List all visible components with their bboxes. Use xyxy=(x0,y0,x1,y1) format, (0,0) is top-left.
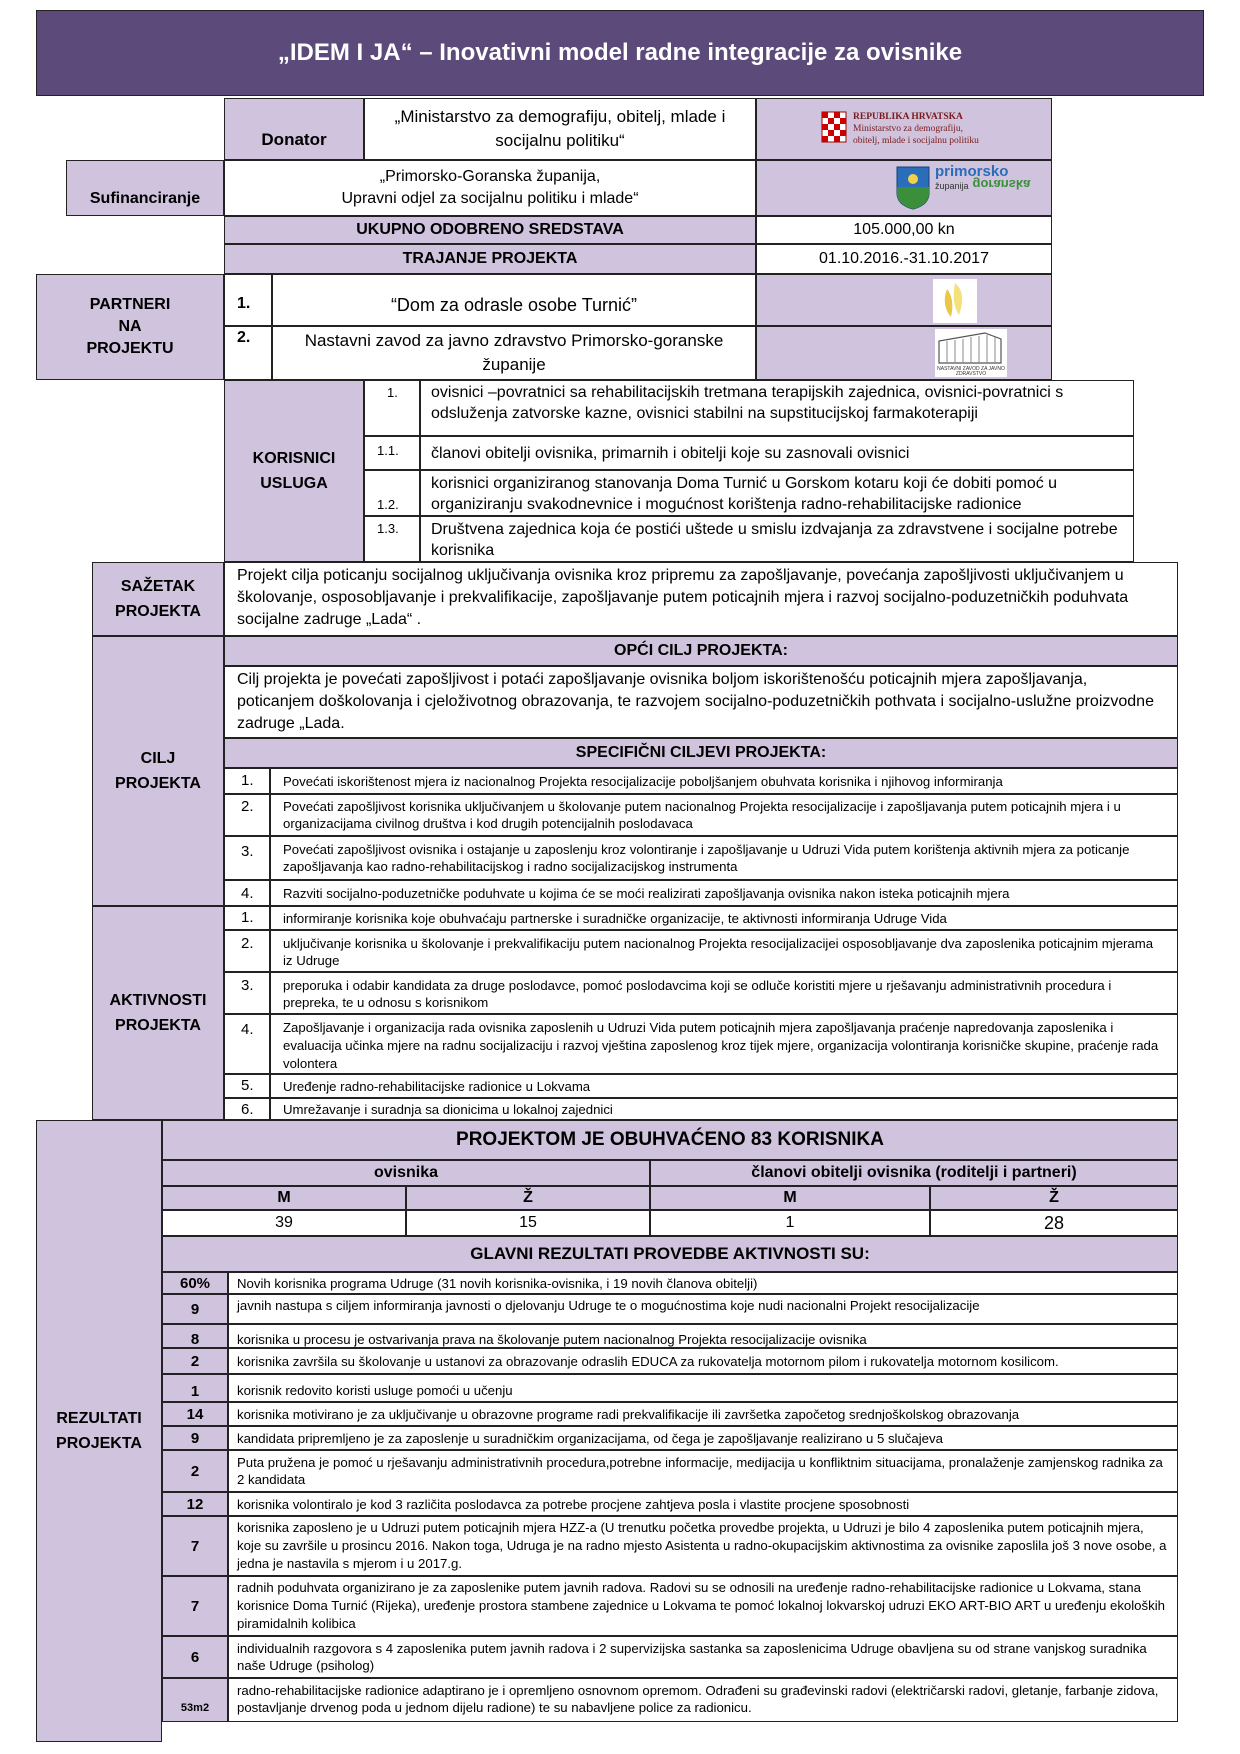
result-6-number: 14 xyxy=(162,1402,228,1426)
users-label-cell xyxy=(224,380,364,562)
result-3-text: korisnika u procesu je ostvarivanja prava na školovanje putem nacionalnog Projekta resocijalizacije ovisnika xyxy=(228,1324,1178,1348)
result-2-number: 9 xyxy=(162,1294,228,1324)
county-logo-word-1: primorsko xyxy=(935,163,1009,180)
result-10-text: korisnika zaposleno je u Udruzi putem poticajnih mjera HZZ-a (U trenutku početka provedbe projekta, u Udruzi je bilo 4 zaposlenika putem poticajnih mjera, koje su završile u prosincu 2016. Nakon toga, Udruga je na radno mjesto Asistenta u radno-okupacijskim aktivnostima za ovisnike zaposlila još 3 nove osobe, a jedna je nastavila s mjerom i u 2017.g. xyxy=(228,1516,1178,1576)
result-5-number: 1 xyxy=(162,1374,228,1402)
result-13-text: radno-rehabilitacijske radionice adaptirano je i opremljeno osnovnom opremom. Odrađeni su građevinski radovi (električarski radovi, gletanje, farbanje zidova, postavljanje drvenog poda u jednom dijelu radione) te su nabavljene police za radionicu. xyxy=(228,1678,1178,1722)
donator-value-cell xyxy=(364,98,756,160)
partner-1-logo-cell xyxy=(756,274,1052,326)
count-z-addicts: 15 xyxy=(406,1210,650,1236)
partner-2-number: 2. xyxy=(224,326,272,380)
duration-label-cell xyxy=(224,244,756,274)
duration-value: 01.10.2016.-31.10.2017 xyxy=(819,250,989,267)
result-9-text: korisnika volontiralo je kod 3 različita poslodavca za potrebe procjene zahtjeva posla i vlastite procjene sposobnosti xyxy=(228,1492,1178,1516)
ministry-logo-line-3: obitelj, mlade i socijalnu politiku xyxy=(853,136,979,146)
result-7-number: 9 xyxy=(162,1426,228,1450)
donator-label-cell xyxy=(224,98,364,160)
count-m-addicts: 39 xyxy=(162,1210,406,1236)
activity-1-text: informiranje korisnika koje obuhvaćaju partnerske i suradničke organizacije, te aktivnosti informiranja Udruge Vida xyxy=(270,906,1178,930)
funds-value-cell xyxy=(756,216,1052,244)
dom-turnic-logo-icon xyxy=(933,279,977,323)
specific-goal-4-text: Razviti socijalno-poduzetničke poduhvate u kojima će se moći realizirati zapošljavanja ovisnika nakon isteka poticajnih mjera xyxy=(270,880,1178,906)
specific-goal-1-number: 1. xyxy=(224,768,270,794)
result-12-number: 6 xyxy=(162,1636,228,1678)
users-item-4-text: Društvena zajednica koja će postići uštede u smislu izdvajanja za zdravstvene i socijalne potrebe korisnika xyxy=(420,516,1134,562)
results-group-family: članovi obitelji ovisnika (roditelji i partneri) xyxy=(650,1160,1178,1186)
results-label-line-1: REZULTATI xyxy=(56,1410,142,1427)
partners-label-line-1: PARTNERI xyxy=(89,296,171,313)
partner-2-name: Nastavni zavod za javno zdravstvo Primorsko-goranske županije xyxy=(304,331,724,374)
users-item-1-text: ovisnici –povratnici sa rehabilitacijskih tretmana terapijskih zajednica, ovisnici-povratnici s odsluženja zatvorske kazne, ovisnici stabilni na supstitucijskoj farmakoterapiji xyxy=(420,380,1134,436)
results-group-addicts: ovisnika xyxy=(162,1160,650,1186)
result-4-number: 2 xyxy=(162,1348,228,1374)
users-item-3-number: 1.2. xyxy=(364,470,420,516)
count-m-family: 1 xyxy=(650,1210,930,1236)
results-label-line-2: PROJEKTA xyxy=(56,1435,142,1452)
general-goal-text-cell xyxy=(224,666,1178,738)
result-8-number: 2 xyxy=(162,1450,228,1492)
activities-label-line-2: PROJEKTA xyxy=(115,1017,201,1034)
specific-goal-2-text: Povećati zapošljivost korisnika uključivanjem u školovanje putem nacionalnog Projekta resocijalizacije i zapošljavanja putem poticajnih mjera i u organizacijama civilnog društva i kod drugih potencijalnih poslodavaca xyxy=(270,794,1178,836)
croatia-coat-of-arms-icon xyxy=(821,111,847,145)
ministry-logo-text xyxy=(853,111,1049,147)
donator-value: „Ministarstvo za demografiju, obitelj, mlade i socijalnu politiku“ xyxy=(394,107,726,150)
result-4-text: korisnika završila su školovanje u ustanovi za obrazovanje odraslih EDUCA za rukovatelja motornom pilom i rukovatelja motornom kosilicom. xyxy=(228,1348,1178,1374)
gender-z-addicts: Ž xyxy=(406,1186,650,1210)
specific-goal-3-text: Povećati zapošljivost ovisnika i ostajanje u zaposlenju kroz volontiranje i zapošljavanje u Udruzi Vida putem korištenja aktivnih mjera za poticanje zapošljavanja kao radno-rehabilitacijskog i radno socijalizacijskog instrumenta xyxy=(270,836,1178,880)
summary-label-cell xyxy=(92,562,224,636)
funds-label: UKUPNO ODOBRENO SREDSTAVA xyxy=(356,221,624,238)
nzjz-logo-text: NASTAVNI ZAVOD ZA JAVNO ZDRAVSTVO xyxy=(937,366,1005,377)
summary-label-line-2: PROJEKTA xyxy=(115,603,201,620)
activities-label-line-1: AKTIVNOSTI xyxy=(109,992,207,1009)
result-5-text: korisnik redovito koristi usluge pomoći u učenju xyxy=(228,1374,1178,1402)
county-logo-word-3: goranska xyxy=(972,177,1031,192)
users-item-1-number: 1. xyxy=(364,380,420,436)
cofinancing-label-cell xyxy=(66,160,224,216)
result-9-number: 12 xyxy=(162,1492,228,1516)
result-3-number: 8 xyxy=(162,1324,228,1348)
result-12-text: individualnih razgovora s 4 zaposlenika putem javnih radova i 2 supervizijska sastanka sa zaposlenicima Udruge obavljena su od strane vanjskog suradnika naše Udruge (psiholog) xyxy=(228,1636,1178,1678)
cofinancing-label: Sufinanciranje xyxy=(89,190,201,207)
result-2-text: javnih nastupa s ciljem informiranja javnosti o djelovanju Udruge te o mogućnostima koje nudi nacionalni Projekt resocijalizacije xyxy=(228,1294,1178,1324)
activity-5-text: Uređenje radno-rehabilitacijske radionice u Lokvama xyxy=(270,1074,1178,1098)
users-label-line-2: USLUGA xyxy=(260,475,328,492)
funds-value: 105.000,00 kn xyxy=(853,221,955,238)
activity-2-text: uključivanje korisnika u školovanje i prekvalifikaciju putem nacionalnog Projekta resocijalizacijei osposobljavanje dva zaposlenika poticajnim mjerama iz Udruge xyxy=(270,930,1178,972)
users-item-2-text: članovi obitelji ovisnika, primarnih i obitelji koje su zasnovali ovisnici xyxy=(420,436,1134,470)
partner-1-number: 1. xyxy=(224,274,272,326)
goal-label-line-1: CILJ xyxy=(140,750,176,767)
specific-goal-3-number: 3. xyxy=(224,836,270,880)
results-label-cell xyxy=(36,1120,162,1742)
donator-logo-cell xyxy=(756,98,1052,160)
users-item-3-text: korisnici organiziranog stanovanja Doma Turnić u Gorskom kotaru koji će dobiti pomoć u organiziranju svakodnevnice i mogućnost korištenja radno-rehabilitacijske radionice xyxy=(420,470,1134,516)
specific-goal-1-text: Povećati iskorištenost mjera iz nacionalnog Projekta resocijalizacije poboljšanjem obuhvata korisnika i njihovog informiranja xyxy=(270,768,1178,794)
general-goal-text: Cilj projekta je povećati zapošljivost i potaći zapošljavanje ovisnika boljom iskorištenošću poticajnih mjera zapošljavanja, poticanjem doškolovanja i cjeloživotnog obrazovanja, te razvojem socijalno-poduzetničkih pothvata i socijalno-uslužne proizvodne zadruge „Lada. xyxy=(237,671,1154,732)
main-results-heading: GLAVNI REZULTATI PROVEDBE AKTIVNOSTI SU: xyxy=(162,1236,1178,1272)
result-7-text: kandidata pripremljeno je za zaposlenje u suradničkim organizacijama, od čega je zapošljavanje realizirano u 5 slučajeva xyxy=(228,1426,1178,1450)
activity-1-number: 1. xyxy=(224,906,270,930)
partners-label-line-3: PROJEKTU xyxy=(86,340,174,357)
funds-label-cell xyxy=(224,216,756,244)
activity-3-number: 3. xyxy=(224,972,270,1014)
partner-2-name-cell xyxy=(272,326,756,380)
cofinancing-logo-cell xyxy=(756,160,1052,216)
ministry-logo-line-2: Ministarstvo za demografiju, xyxy=(853,124,964,134)
users-item-2-number: 1.1. xyxy=(364,436,420,470)
activity-6-text: Umrežavanje i suradnja sa dionicima u lokalnoj zajednici xyxy=(270,1098,1178,1120)
result-11-number: 7 xyxy=(162,1576,228,1636)
goal-label-cell xyxy=(92,636,224,906)
activity-4-text: Zapošljavanje i organizacija rada ovisnika zaposlenih u Udruzi Vida putem poticajnih mjera zapošljavanja praćenje napredovanja zaposlenika i evaluacija učinka mjere na radnu socijalizaciju i razvoj vještina zaposlenog kroz tijek mjere, organizacija volontiranja korisničke skupine, praćenje rada volontera xyxy=(270,1014,1178,1074)
results-heading: PROJEKTOM JE OBUHVAĆENO 83 KORISNIKA xyxy=(162,1120,1178,1160)
county-logo-text xyxy=(935,165,1045,193)
ministry-logo-line-1: REPUBLIKA HRVATSKA xyxy=(853,112,963,122)
duration-label: TRAJANJE PROJEKTA xyxy=(402,250,578,267)
activity-4-number: 4. xyxy=(224,1014,270,1074)
summary-text-cell xyxy=(224,562,1178,636)
result-1-text: Novih korisnika programa Udruge (31 novih korisnika-ovisnika, i 19 novih članova obitelji) xyxy=(228,1272,1178,1294)
partner-1-name: “Dom za odrasle osobe Turnić” xyxy=(390,294,638,315)
activity-5-number: 5. xyxy=(224,1074,270,1098)
result-8-text: Puta pružena je pomoć u rješavanju administrativnih procedura,potrebne informacije, medijacija u konfliktnim situacijama, pronalaženje zamjenskog radnika za 2 kandidata xyxy=(228,1450,1178,1492)
activities-label-cell xyxy=(92,906,224,1120)
page-title-bar xyxy=(36,10,1204,96)
gender-m-family: M xyxy=(650,1186,930,1210)
general-goal-heading: OPĆI CILJ PROJEKTA: xyxy=(224,636,1178,666)
summary-label-line-1: SAŽETAK xyxy=(120,578,196,595)
activity-2-number: 2. xyxy=(224,930,270,972)
specific-goal-2-number: 2. xyxy=(224,794,270,836)
county-logo-word-2: županija xyxy=(935,181,969,191)
users-label-line-1: KORISNICI xyxy=(252,450,336,467)
result-1-number: 60% xyxy=(162,1272,228,1294)
gender-m-addicts: M xyxy=(162,1186,406,1210)
specific-goal-4-number: 4. xyxy=(224,880,270,906)
page-title: „IDEM I JA“ – Inovativni model radne integracije za ovisnike xyxy=(277,39,963,66)
gender-z-family: Ž xyxy=(930,1186,1178,1210)
duration-value-cell xyxy=(756,244,1052,274)
partner-2-logo-cell xyxy=(756,326,1052,380)
county-coat-of-arms-icon xyxy=(895,165,931,211)
specific-goals-heading: SPECIFIČNI CILJEVI PROJEKTA: xyxy=(224,738,1178,768)
cofinancing-line-2: Upravni odjel za socijalnu politiku i mlade“ xyxy=(341,190,639,207)
partners-label-cell xyxy=(36,274,224,380)
result-10-number: 7 xyxy=(162,1516,228,1576)
result-6-text: korisnika motivirano je za uključivanje u obrazovne programe radi prekvalifikacije ili završetka započetog srednjoškolskog obrazovanja xyxy=(228,1402,1178,1426)
summary-text: Projekt cilja poticanju socijalnog uključivanja ovisnika kroz pripremu za zapošljavanje, povećanja zapošljivosti uključivanjem u školovanje, osposobljavanje i prekvalifikacije, zapošljavanje putem poticajnih mjera i razvoj socijalno-poduzetničkih poduhvata socijalne zadruge „Lada“ . xyxy=(237,567,1129,628)
nzjz-logo-icon xyxy=(935,329,1007,377)
users-item-4-number: 1.3. xyxy=(364,516,420,562)
activity-3-text: preporuka i odabir kandidata za druge poslodavce, pomoć poslodavcima koji se odluče koristiti mjere u rješavanju administrativnih procedura i prepreka, te u odnosu s korisnikom xyxy=(270,972,1178,1014)
cofinancing-value-cell xyxy=(224,160,756,216)
goal-label-line-2: PROJEKTA xyxy=(115,775,201,792)
donator-label: Donator xyxy=(261,130,327,149)
activity-6-number: 6. xyxy=(224,1098,270,1120)
result-11-text: radnih poduhvata organizirano je za zaposlenike putem javnih radova. Radovi su se odnosili na uređenje radno-rehabilitacijske radionice u Lokvama, stana korisnice Doma Turnić (Rijeka), uređenje prostora stambene zajednice u Lokvama te pomoć lokalnoj lokvarskoj udruzi EKO ART-BIO ART u uređenju ekoloških piramidalnih kolibica xyxy=(228,1576,1178,1636)
result-13-number: 53m2 xyxy=(162,1678,228,1722)
partner-1-name-cell xyxy=(272,274,756,326)
count-z-family: 28 xyxy=(930,1210,1178,1236)
cofinancing-line-1: „Primorsko-Goranska županija, xyxy=(379,168,601,185)
partners-label-line-2: NA xyxy=(118,318,142,335)
